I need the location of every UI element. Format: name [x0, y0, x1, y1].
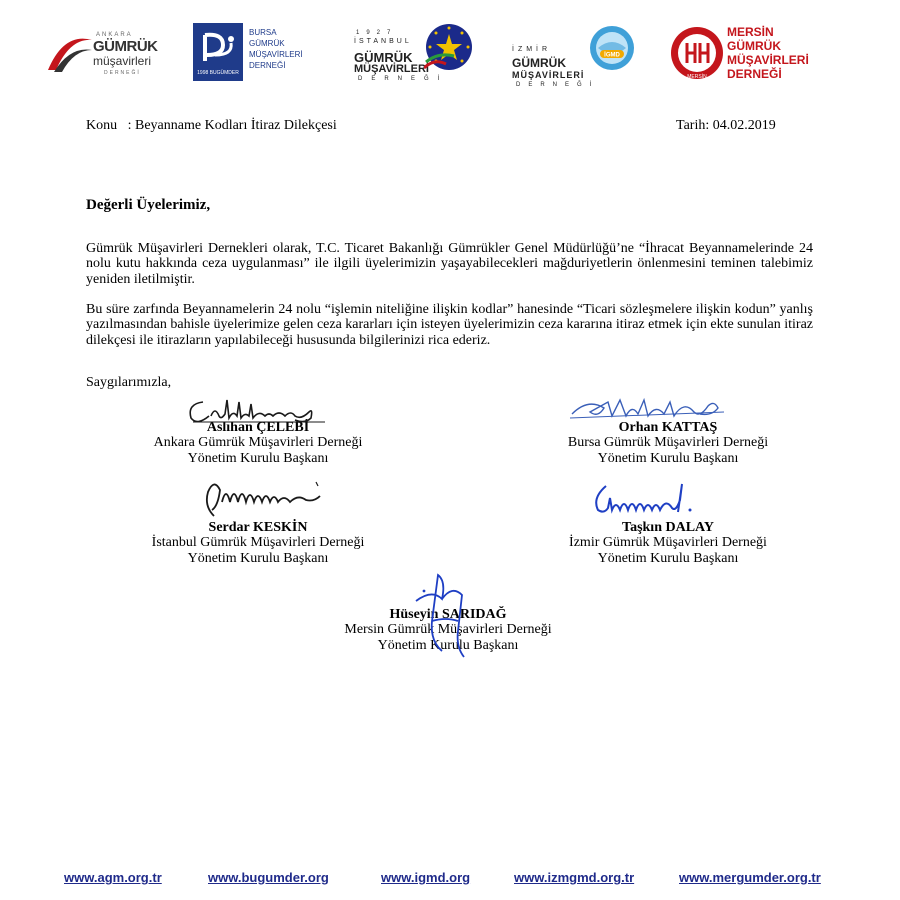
- mersin-logo-line: MERSİN: [727, 25, 774, 39]
- izmir-logo-gumruk: GÜMRÜK: [512, 56, 566, 70]
- istanbul-association-logo: [350, 22, 475, 84]
- izmir-logo-dernegi: DERNEĞİ: [516, 82, 600, 88]
- signatory-role: Yönetim Kurulu Başkanı: [597, 550, 739, 566]
- izmir-logo-musavirleri: MÜŞAVİRLERİ: [512, 70, 585, 80]
- istanbul-star-globe-icon: [424, 22, 474, 72]
- signatory-name: Hüseyin SARIDAĞ: [389, 607, 507, 622]
- izmir-globe-icon: [588, 24, 636, 72]
- letter-paragraph: Bu süre zarfında Beyannamelerin 24 nolu “işlemin niteliğine ilişkin kodlar” hanesinde “Ticari sözleşmelere ilişkin kodun” yanlış yazılmasından bahisle üyelerimize gelen ceza kararları için isteyen üyelerimizin ceza kararına itiraz etmek için ekte sunulan itiraz dilekçesi ile itirazların yapılabileceği hususunda bilgilerinizi rica ederiz.: [86, 302, 813, 348]
- footer-link-istanbul[interactable]: www.igmd.org: [381, 870, 471, 885]
- istanbul-logo-dernegi: DERNEĞİ: [358, 76, 449, 82]
- footer-link-ankara[interactable]: www.agm.org.tr: [64, 870, 162, 885]
- bursa-logo-line: MÜŞAVİRLERİ: [249, 50, 303, 59]
- signatory-role: Yönetim Kurulu Başkanı: [597, 450, 739, 466]
- signatory-organization: Mersin Gümrük Müşavirleri Derneği: [344, 622, 552, 638]
- ankara-logo-city: ANKARA: [96, 32, 133, 38]
- signatory-role: Yönetim Kurulu Başkanı: [377, 637, 519, 653]
- signatory-role: Yönetim Kurulu Başkanı: [187, 450, 329, 466]
- handwritten-signature: [198, 476, 328, 520]
- signatory-organization: Bursa Gümrük Müşavirleri Derneği: [567, 435, 769, 451]
- izmir-association-logo: [510, 24, 638, 90]
- ankara-swoosh-icon: [46, 30, 96, 76]
- signature-block-mersin: [290, 607, 606, 653]
- ankara-logo-musavirleri: müşavirleri: [93, 54, 152, 68]
- bursa-logo-line: DERNEĞİ: [249, 61, 286, 70]
- istanbul-logo-year: 1927: [356, 30, 398, 36]
- handwritten-signature: [402, 571, 482, 661]
- signature-block-bursa: [510, 420, 826, 466]
- footer-link-mersin[interactable]: www.mergumder.org.tr: [679, 870, 821, 885]
- handwritten-signature: [568, 394, 728, 424]
- letter-salutation: Değerli Üyelerimiz,: [86, 197, 211, 213]
- ankara-logo-dernegi: DERNEĞİ: [104, 70, 141, 76]
- bursa-logo-year: 1998 BUGÜMDER: [197, 70, 239, 76]
- letter-subject: Konu : Beyanname Kodları İtiraz Dilekçesi: [86, 118, 337, 133]
- ankara-association-logo: [46, 28, 178, 78]
- istanbul-logo-city: İSTANBUL: [354, 38, 412, 45]
- signatory-role: Yönetim Kurulu Başkanı: [187, 550, 329, 566]
- mersin-logo-line: MÜŞAVİRLERİ: [727, 53, 809, 67]
- handwritten-signature: [185, 394, 335, 430]
- signatory-name: Taşkın DALAY: [622, 520, 714, 535]
- bursa-logo-line: BURSA: [249, 28, 277, 37]
- istanbul-logo-gumruk: GÜMRÜK: [354, 50, 413, 65]
- signatory-name: Aslıhan ÇELEBİ: [206, 420, 310, 435]
- izmir-logo-badge: İGMD: [604, 52, 620, 59]
- signatory-organization: İzmir Gümrük Müşavirleri Derneği: [569, 535, 767, 551]
- footer-link-bursa[interactable]: www.bugumder.org: [208, 870, 329, 885]
- bursa-logo-line: GÜMRÜK: [249, 39, 285, 48]
- signature-block-ankara: [100, 420, 416, 466]
- letter-paragraph: Gümrük Müşavirleri Dernekleri olarak, T.C. Ticaret Bakanlığı Gümrükler Genel Müdürlüğü’ne “İhracat Beyannamelerinde 24 nolu kutu hakkında ceza uygulanması” ile ilgili üyelerimizin yaşayabilecekleri mağduriyetlerin önlenmesini teminen talebimiz yeniden iletilmiştir.: [86, 241, 813, 287]
- istanbul-logo-musavirleri: MÜŞAVİRLERİ: [354, 63, 429, 75]
- handwritten-signature: [586, 478, 706, 520]
- signatory-organization: Ankara Gümrük Müşavirleri Derneği: [153, 435, 363, 451]
- mersin-seal-icon: [670, 23, 724, 83]
- mersin-logo-line: DERNEĞİ: [727, 67, 782, 81]
- letter-closing: Saygılarımızla,: [86, 375, 172, 390]
- signatory-name: Serdar KESKİN: [208, 520, 308, 535]
- signature-block-izmir: [510, 520, 826, 566]
- signatory-organization: İstanbul Gümrük Müşavirleri Derneği: [151, 535, 365, 551]
- mersin-association-logo: [670, 23, 810, 85]
- bursa-logo-box: [193, 23, 243, 81]
- signatory-name: Orhan KATTAŞ: [618, 420, 718, 435]
- signature-block-istanbul: [100, 520, 416, 566]
- bursa-emblem-icon: [193, 25, 243, 71]
- mersin-seal-text: MERSİN: [687, 74, 707, 80]
- footer-link-izmir[interactable]: www.izmgmd.org.tr: [514, 870, 635, 885]
- letter-date: Tarih: 04.02.2019: [676, 118, 776, 133]
- mersin-logo-line: GÜMRÜK: [727, 39, 781, 53]
- ankara-logo-gumruk: GÜMRÜK: [93, 38, 158, 55]
- izmir-logo-city: İZMİR: [512, 46, 552, 53]
- bursa-association-logo: [193, 23, 303, 85]
